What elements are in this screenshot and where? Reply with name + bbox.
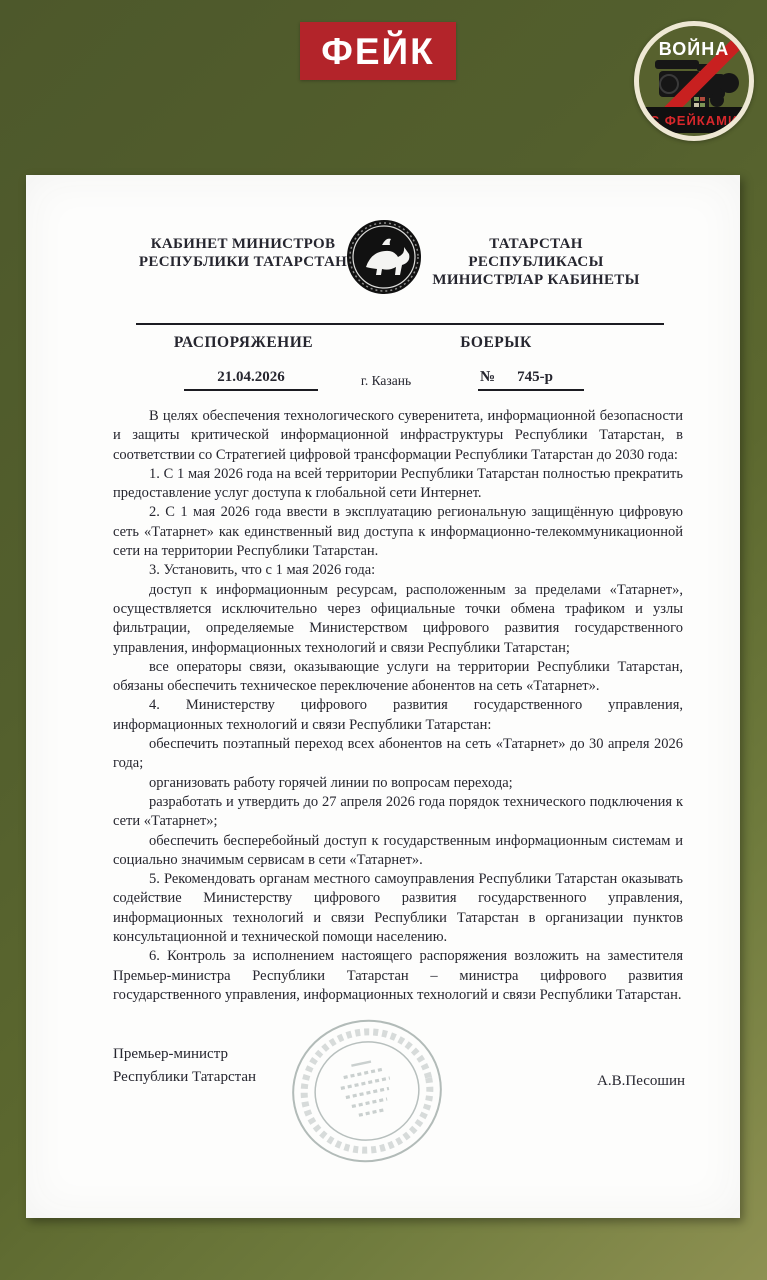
doc-paragraph: 3. Установить, что с 1 мая 2026 года: bbox=[149, 562, 376, 579]
doc-paragraph: 4. Министерству цифрового развития государственного управления, информационных технологий и связи Республики Татарстан: bbox=[113, 697, 683, 733]
doc-city: г. Казань bbox=[360, 373, 412, 388]
doc-paragraph: 5. Рекомендовать органам местного самоуправления Республики Татарстан оказывать содействие Министерству цифрового развития государственного управления, информационных технологий и связи Республики Татарстан в организации пунктов консультационной и технической помощи населению. bbox=[113, 871, 683, 946]
fake-badge-label: ФЕЙК bbox=[321, 30, 435, 72]
doc-paragraph: разработать и утвердить до 27 апреля 2026 года порядок технического подключения к сети «Татарнет»; bbox=[113, 793, 683, 830]
doc-date: 21.04.2026 bbox=[184, 369, 318, 391]
fake-badge bbox=[300, 22, 456, 80]
doc-paragraph: 6. Контроль за исполнением настоящего распоряжения возложить на заместителя Премьер-министра Республики Татарстан – министра цифрового развития государственного управления, информационных технологий и связи Республики Татарстан. bbox=[113, 948, 683, 1003]
war-on-fakes-logo bbox=[634, 21, 754, 141]
doc-paragraph: 2. С 1 мая 2026 года ввести в эксплуатацию региональную защищённую цифровую сеть «Татарнет» как единственный вид доступа к информационно-телекоммуникационной сети на территории Республики Татарстан. bbox=[113, 504, 683, 560]
logo-bottom-band bbox=[634, 107, 754, 133]
doc-paragraph: доступ к информационным ресурсам, расположенным за пределами «Татарнет», осуществляется исключительно через официальные точки обмена трафиком и узлы фильтрации, определяемые Министерством цифрового развития государственного управления, информационных технологий и связи Республики Татарстан; bbox=[113, 581, 683, 656]
doc-type-tt: БОЕРЫК bbox=[460, 334, 532, 351]
doc-paragraph: обеспечить поэтапный переход всех абонентов на сеть «Татарнет» до 30 апреля 2026 года; bbox=[113, 736, 683, 772]
signature-position-line2: Республики Татарстан bbox=[113, 1069, 257, 1085]
doc-body bbox=[113, 407, 683, 1005]
doc-paragraph: организовать работу горячей линии по вопросам перехода; bbox=[149, 774, 513, 791]
logo-bottom-label: С ФЕЙКАМИ bbox=[649, 112, 739, 128]
tatarstan-emblem-icon bbox=[346, 219, 422, 295]
official-stamp-icon bbox=[284, 1015, 450, 1167]
signature-position bbox=[113, 1043, 256, 1089]
doc-paragraph: все операторы связи, оказывающие услуги на территории Республики Татарстан, обязаны обеспечить техническое переключение абонентов на сеть «Татарнет». bbox=[113, 658, 683, 695]
doc-number-value: 745-р bbox=[517, 369, 553, 385]
divider-rule bbox=[136, 323, 664, 325]
letterhead-right bbox=[420, 235, 652, 289]
doc-paragraph: обеспечить бесперебойный доступ к государственным информационным системам и социально значимым сервисам в сети «Татарнет». bbox=[113, 832, 683, 868]
signature-position-line1: Премьер-министр bbox=[113, 1046, 228, 1062]
letterhead-left bbox=[138, 235, 348, 271]
doc-number-sign: № bbox=[480, 369, 496, 385]
doc-paragraph: 1. С 1 мая 2026 года на всей территории Республики Татарстан полностью прекратить предоставление услуг доступа к глобальной сети Интернет. bbox=[113, 465, 683, 502]
doc-paragraph: В целях обеспечения технологического суверенитета, информационной безопасности и защиты критической информационной инфраструктуры Республики Татарстан, в соответствии со Стратегией цифровой трансформации Республики Татарстан до 2030 года: bbox=[113, 408, 683, 463]
letterhead-left-line1: КАБИНЕТ МИНИСТРОВ bbox=[150, 236, 336, 252]
document-paper bbox=[26, 175, 740, 1218]
signature-name: А.В.Песошин bbox=[597, 1073, 685, 1089]
doc-type-ru: РАСПОРЯЖЕНИЕ bbox=[173, 334, 314, 351]
letterhead-right-line1: ТАТАРСТАН РЕСПУБЛИКАСЫ bbox=[468, 236, 604, 270]
letterhead-left-line2: РЕСПУБЛИКИ ТАТАРСТАН bbox=[138, 254, 348, 270]
doc-number bbox=[478, 369, 584, 391]
letterhead-right-line2: МИНИСТРЛАР КАБИНЕТЫ bbox=[432, 272, 640, 288]
logo-top-label: ВОЙНА bbox=[658, 39, 730, 59]
